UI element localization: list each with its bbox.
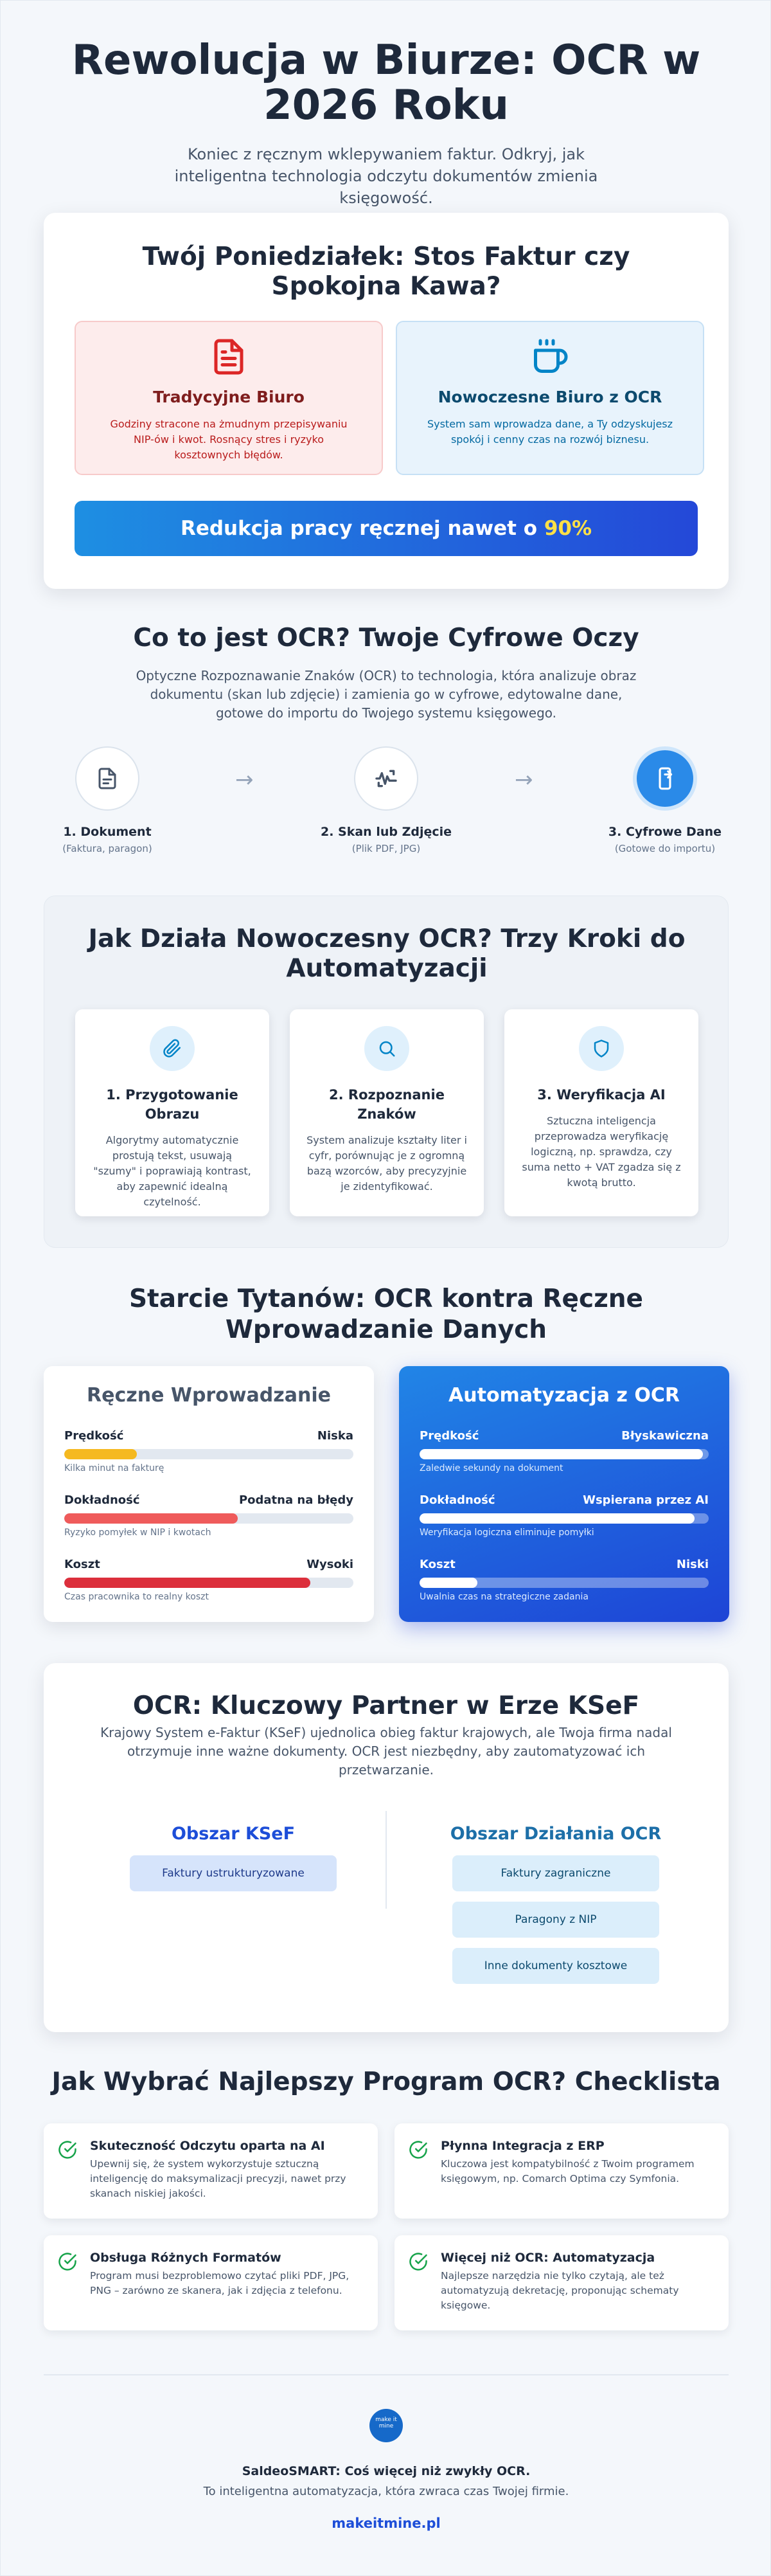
process-step	[290, 746, 483, 854]
ocr-item: Faktury zagraniczne	[452, 1855, 659, 1891]
modern-office-title: Nowoczesne Biuro z OCR	[438, 388, 662, 406]
modern-office-text: System sam wprowadza dane, a Ty odzyskujesz spokój i cenny czas na rozwój biznesu.	[427, 418, 673, 446]
metric-value: Podatna na błędy	[238, 1493, 353, 1507]
what-is-title: Co to jest OCR? Twoje Cyfrowe Oczy	[133, 624, 639, 653]
checklist-item-title: Więcej niż OCR: Automatyzacja	[441, 2251, 655, 2265]
metric-label: Koszt	[64, 1558, 100, 1571]
traditional-office-title: Tradycyjne Biuro	[153, 388, 305, 406]
manual-title: Ręczne Wprowadzanie	[87, 1384, 331, 1407]
ocr-title: Automatyzacja z OCR	[448, 1384, 680, 1407]
metric-note: Weryfikacja logiczna eliminuje pomyłki	[420, 1527, 594, 1538]
monday-title: Twój Poniedziałek: Stos Faktur czy Spokojna Kawa?	[142, 242, 630, 301]
document-icon	[209, 338, 248, 376]
ksef-title: OCR: Kluczowy Partner w Erze KSeF	[132, 1691, 640, 1720]
reduction-banner	[75, 501, 698, 556]
how-step-title: 2. Rozpoznanie Znaków	[329, 1087, 445, 1122]
metric-bar-fill	[64, 1449, 137, 1459]
traditional-office-text: Godziny stracone na żmudnym przepisywaniu NIP-ów i kwot. Rosnący stres i ryzyko kosztownych błędów.	[110, 418, 348, 461]
monday-section	[44, 213, 729, 589]
ocr-item: Paragony z NIP	[452, 1902, 659, 1938]
step-label: 1. Dokument	[63, 825, 152, 839]
search-icon	[377, 1039, 396, 1058]
how-step-text: System analizuje kształty liter i cyfr, porównując je z ogromną bazą wzorców, aby precyzyjnie je zidentyfikować.	[306, 1134, 467, 1193]
metric-value: Błyskawiczna	[621, 1429, 709, 1443]
checklist-item-text: Kluczowa jest kompatybilność z Twoim programem księgowym, np. Comarch Optima czy Symfonia.	[441, 2158, 695, 2184]
metric-note: Ryzyko pomyłek w NIP i kwotach	[64, 1527, 211, 1538]
checklist-item	[394, 2123, 729, 2219]
ksef-description: Krajowy System e-Faktur (KSeF) ujednolica obieg faktur krajowych, ale Twoja firma nadal otrzymuje inne ważne dokumenty. OCR jest niezbędny, aby zautomatyzować ich przetwarzanie.	[100, 1725, 672, 1778]
ksef-section	[44, 1663, 729, 2032]
checklist-item-title: Płynna Integracja z ERP	[441, 2139, 605, 2153]
metric-value: Niski	[676, 1558, 709, 1571]
checklist-item-text: Program musi bezproblemowo czytać pliki PDF, JPG, PNG – zarówno ze skanera, jak i zdjęcia z telefonu.	[90, 2270, 350, 2296]
metric-label: Dokładność	[420, 1493, 495, 1507]
what-is-description: Optyczne Rozpoznawanie Znaków (OCR) to technologia, która analizuje obraz dokumentu (skan lub zdjęcie) i zamienia go w cyfrowe, edytowalne dane, gotowe do importu do Twojego systemu księgowego.	[136, 668, 637, 721]
brand-logo: make it mine	[369, 2409, 403, 2442]
metric-note: Kilka minut na fakturę	[64, 1463, 164, 1473]
shield-icon	[592, 1039, 611, 1058]
metric-bar	[64, 1449, 353, 1459]
checklist-item	[44, 2235, 378, 2330]
metric	[420, 1558, 709, 1602]
footer-link[interactable]: makeitmine.pl	[332, 2516, 441, 2531]
metric-bar	[64, 1513, 353, 1524]
compare-title: Starcie Tytanów: OCR kontra Ręczne Wprowadzanie Danych	[128, 1284, 644, 1344]
how-step-card	[504, 1009, 698, 1216]
coffee-cup-icon	[531, 338, 569, 376]
step-label: 3. Cyfrowe Dane	[608, 825, 722, 839]
arrow-icon: →	[235, 767, 254, 793]
checklist-item	[44, 2123, 378, 2219]
how-step-card	[290, 1009, 484, 1216]
how-step-icon-circle	[579, 1026, 624, 1071]
arrow-icon: →	[515, 767, 533, 793]
metric-label: Koszt	[420, 1558, 456, 1571]
metric-bar	[420, 1578, 709, 1588]
page-title: Rewolucja w Biurze: OCR w 2026 Roku	[71, 37, 701, 129]
process-step	[11, 746, 204, 854]
metric-bar	[420, 1449, 709, 1459]
check-circle-icon	[409, 2140, 428, 2159]
checklist-item-title: Obsługa Różnych Formatów	[90, 2251, 281, 2265]
page-subtitle: Koniec z ręcznym wklepywaniem faktur. Odkryj, jak inteligentna technologia odczytu dokumentów zmienia księgowość.	[174, 145, 598, 207]
metric-bar-fill	[64, 1513, 238, 1524]
how-step-icon-circle	[364, 1026, 409, 1071]
step-circle	[633, 746, 697, 811]
step-circle	[354, 746, 418, 811]
process-step	[569, 746, 761, 854]
metric	[64, 1429, 353, 1473]
metric-bar	[420, 1513, 709, 1524]
metric-bar-fill	[420, 1578, 477, 1588]
step-label: 2. Skan lub Zdjęcie	[320, 825, 452, 839]
scan-icon	[373, 766, 399, 791]
metric-value: Wspierana przez AI	[583, 1493, 709, 1507]
footer-subline: To inteligentna automatyzacja, która zwraca czas Twojej firmie.	[203, 2485, 569, 2498]
banner-text: Redukcja pracy ręcznej nawet o	[180, 517, 544, 540]
how-it-works-section	[44, 896, 729, 1248]
metric	[420, 1493, 709, 1538]
check-circle-icon	[58, 2140, 77, 2159]
check-circle-icon	[409, 2252, 428, 2271]
ksef-area	[127, 1824, 339, 1902]
metric	[420, 1429, 709, 1473]
ksef-area-title: Obszar KSeF	[171, 1824, 296, 1844]
ksef-item: Faktury ustrukturyzowane	[130, 1855, 337, 1891]
metric-label: Dokładność	[64, 1493, 140, 1507]
metric-note: Czas pracownika to realny koszt	[64, 1592, 209, 1602]
checklist-title: Jak Wybrać Najlepszy Program OCR? Checklista	[51, 2067, 721, 2096]
hero	[1, 38, 771, 209]
step-sublabel: (Faktura, paragon)	[62, 843, 152, 854]
metric-bar-fill	[420, 1449, 703, 1459]
metric-bar-fill	[420, 1513, 695, 1524]
divider	[386, 1811, 387, 1909]
footer-tagline: SaldeoSMART: Coś więcej niż zwykły OCR.	[242, 2464, 531, 2478]
how-title: Jak Działa Nowoczesny OCR? Trzy Kroki do Automatyzacji	[88, 924, 686, 983]
what-is-ocr-section	[1, 623, 771, 854]
data-import-icon	[653, 766, 677, 791]
metric-value: Wysoki	[306, 1558, 353, 1571]
how-step-card	[75, 1009, 269, 1216]
step-sublabel: (Plik PDF, JPG)	[351, 843, 421, 854]
how-step-text: Sztuczna inteligencja przeprowadza weryfikację logiczną, np. sprawdza, czy suma netto + VAT zgadza się z kwotą brutto.	[522, 1115, 681, 1189]
metric-note: Zaledwie sekundy na dokument	[420, 1463, 563, 1473]
checklist-item-text: Najlepsze narzędzia nie tylko czytają, ale też automatyzują dekretację, proponując schematy księgowe.	[441, 2270, 679, 2311]
modern-office-card	[396, 321, 704, 475]
metric	[64, 1558, 353, 1602]
metric-label: Prędkość	[64, 1429, 124, 1443]
checklist-item-title: Skuteczność Odczytu oparta na AI	[90, 2139, 325, 2153]
step-circle	[75, 746, 139, 811]
metric-note: Uwalnia czas na strategiczne zadania	[420, 1592, 589, 1602]
how-step-title: 1. Przygotowanie Obrazu	[106, 1087, 238, 1122]
ocr-automation-card	[399, 1366, 729, 1622]
metric	[64, 1493, 353, 1538]
manual-entry-card	[44, 1366, 374, 1622]
how-step-icon-circle	[150, 1026, 195, 1071]
checklist-item	[394, 2235, 729, 2330]
step-sublabel: (Gotowe do importu)	[614, 843, 716, 854]
checklist-item-text: Upewnij się, że system wykorzystuje sztuczną inteligencję do maksymalizacji precyzji, nawet przy skanach niskiej jakości.	[90, 2158, 346, 2199]
paperclip-icon	[163, 1039, 182, 1058]
document-icon	[96, 767, 119, 790]
metric-bar-fill	[64, 1578, 310, 1588]
metric-bar	[64, 1578, 353, 1588]
ocr-item: Inne dokumenty kosztowe	[452, 1948, 659, 1984]
ocr-area	[450, 1824, 662, 1994]
how-step-title: 3. Weryfikacja AI	[537, 1087, 666, 1103]
banner-highlight: 90%	[544, 517, 592, 540]
footer-divider	[44, 2374, 729, 2375]
metric-label: Prędkość	[420, 1429, 479, 1443]
how-step-text: Algorytmy automatycznie prostują tekst, usuwają "szumy" i poprawiają kontrast, aby zapewnić idealną czytelność.	[93, 1134, 251, 1208]
check-circle-icon	[58, 2252, 77, 2271]
ocr-area-title: Obszar Działania OCR	[450, 1824, 662, 1844]
traditional-office-card	[75, 321, 383, 475]
metric-value: Niska	[317, 1429, 353, 1443]
